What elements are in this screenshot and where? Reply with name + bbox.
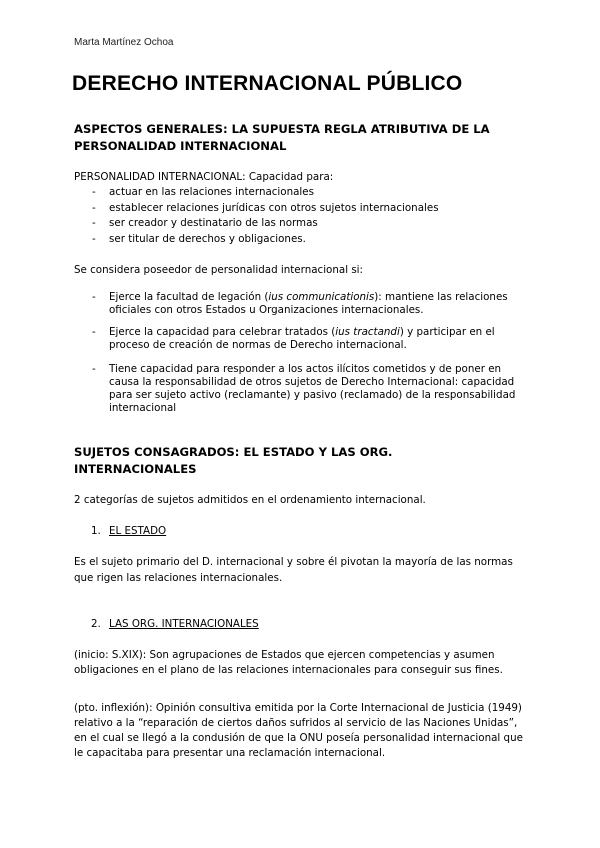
author-name: Marta Martínez Ochoa xyxy=(74,37,174,48)
list-item: - actuar en las relaciones internacionales xyxy=(92,185,532,201)
categories-intro: 2 categorías de sujetos admitidos en el ordenamiento internacional. xyxy=(74,494,426,506)
personality-intro: PERSONALIDAD INTERNACIONAL: Capacidad para: xyxy=(74,171,334,183)
dash-bullet: - xyxy=(92,201,96,214)
possessor-intro: Se considera poseedor de personalidad internacional si: xyxy=(74,264,364,276)
possessor-item-responsabilidad: - Tiene capacidad para responder a los actos ilícitos cometidos y de poner en causa la responsabilidad de otros sujetos de Derecho Internacional: capacidad para ser sujeto activo (reclamante) y pasivo (reclamado) de la responsabilidad internacional xyxy=(92,363,516,414)
orgs-inicio-paragraph: (inicio: S.XIX): Son agrupaciones de Estados que ejercen competencias y asumen obligaciones en el plano de las relaciones internacionales para conseguir sus fines. xyxy=(74,649,503,676)
orgs-inflexion-paragraph: (pto. inflexión): Opinión consultiva emitida por la Corte Internacional de Justicia (1949) relativo a la “reparación de ciertos daños sufridos al servicio de las Naciones Unidas”, en el cual se llegó a la condusión de que la ONU poseía personalidad internacional que le capacitaba para presentar una reclamación internacional. xyxy=(74,702,523,759)
numbered-heading-estado: 1. EL ESTADO xyxy=(91,525,167,537)
dash-bullet: - xyxy=(92,186,96,198)
dash-bullet: - xyxy=(92,217,96,229)
section-heading-sujetos-consagrados: SUJETOS CONSAGRADOS: EL ESTADO Y LAS ORG. INTERNACIONALES xyxy=(74,445,393,476)
capacities-list xyxy=(92,185,532,247)
possessor-item-tratados: - Ejerce la capacidad para celebrar tratados (ius tractandi) y participar en el proceso de creación de normas de Derecho internacional. xyxy=(92,326,495,351)
estado-description: Es el sujeto primario del D. internacional y sobre él pivotan la mayoría de las normas que rigen las relaciones internacionales. xyxy=(74,556,513,584)
dash-bullet: - xyxy=(92,363,96,375)
numbered-heading-orgs: 2. LAS ORG. INTERNACIONALES xyxy=(91,618,259,630)
document-title: DERECHO INTERNACIONAL PÚBLICO xyxy=(72,72,463,95)
section-heading-aspectos-generales: ASPECTOS GENERALES: LA SUPUESTA REGLA ATRIBUTIVA DE LA PERSONALIDAD INTERNACIONAL xyxy=(74,122,490,153)
dash-bullet: - xyxy=(92,232,96,245)
list-item: - establecer relaciones jurídicas con otros sujetos internacionales xyxy=(92,201,532,217)
list-item: - ser creador y destinatario de las normas xyxy=(92,216,532,232)
list-item: - ser titular de derechos y obligaciones. xyxy=(92,232,532,248)
dash-bullet: - xyxy=(92,291,96,303)
dash-bullet: - xyxy=(92,326,96,338)
possessor-item-legacion: - Ejerce la facultad de legación (ius communicationis): mantiene las relaciones oficiales con otros Estados u Organizaciones internacionales. xyxy=(92,291,508,316)
